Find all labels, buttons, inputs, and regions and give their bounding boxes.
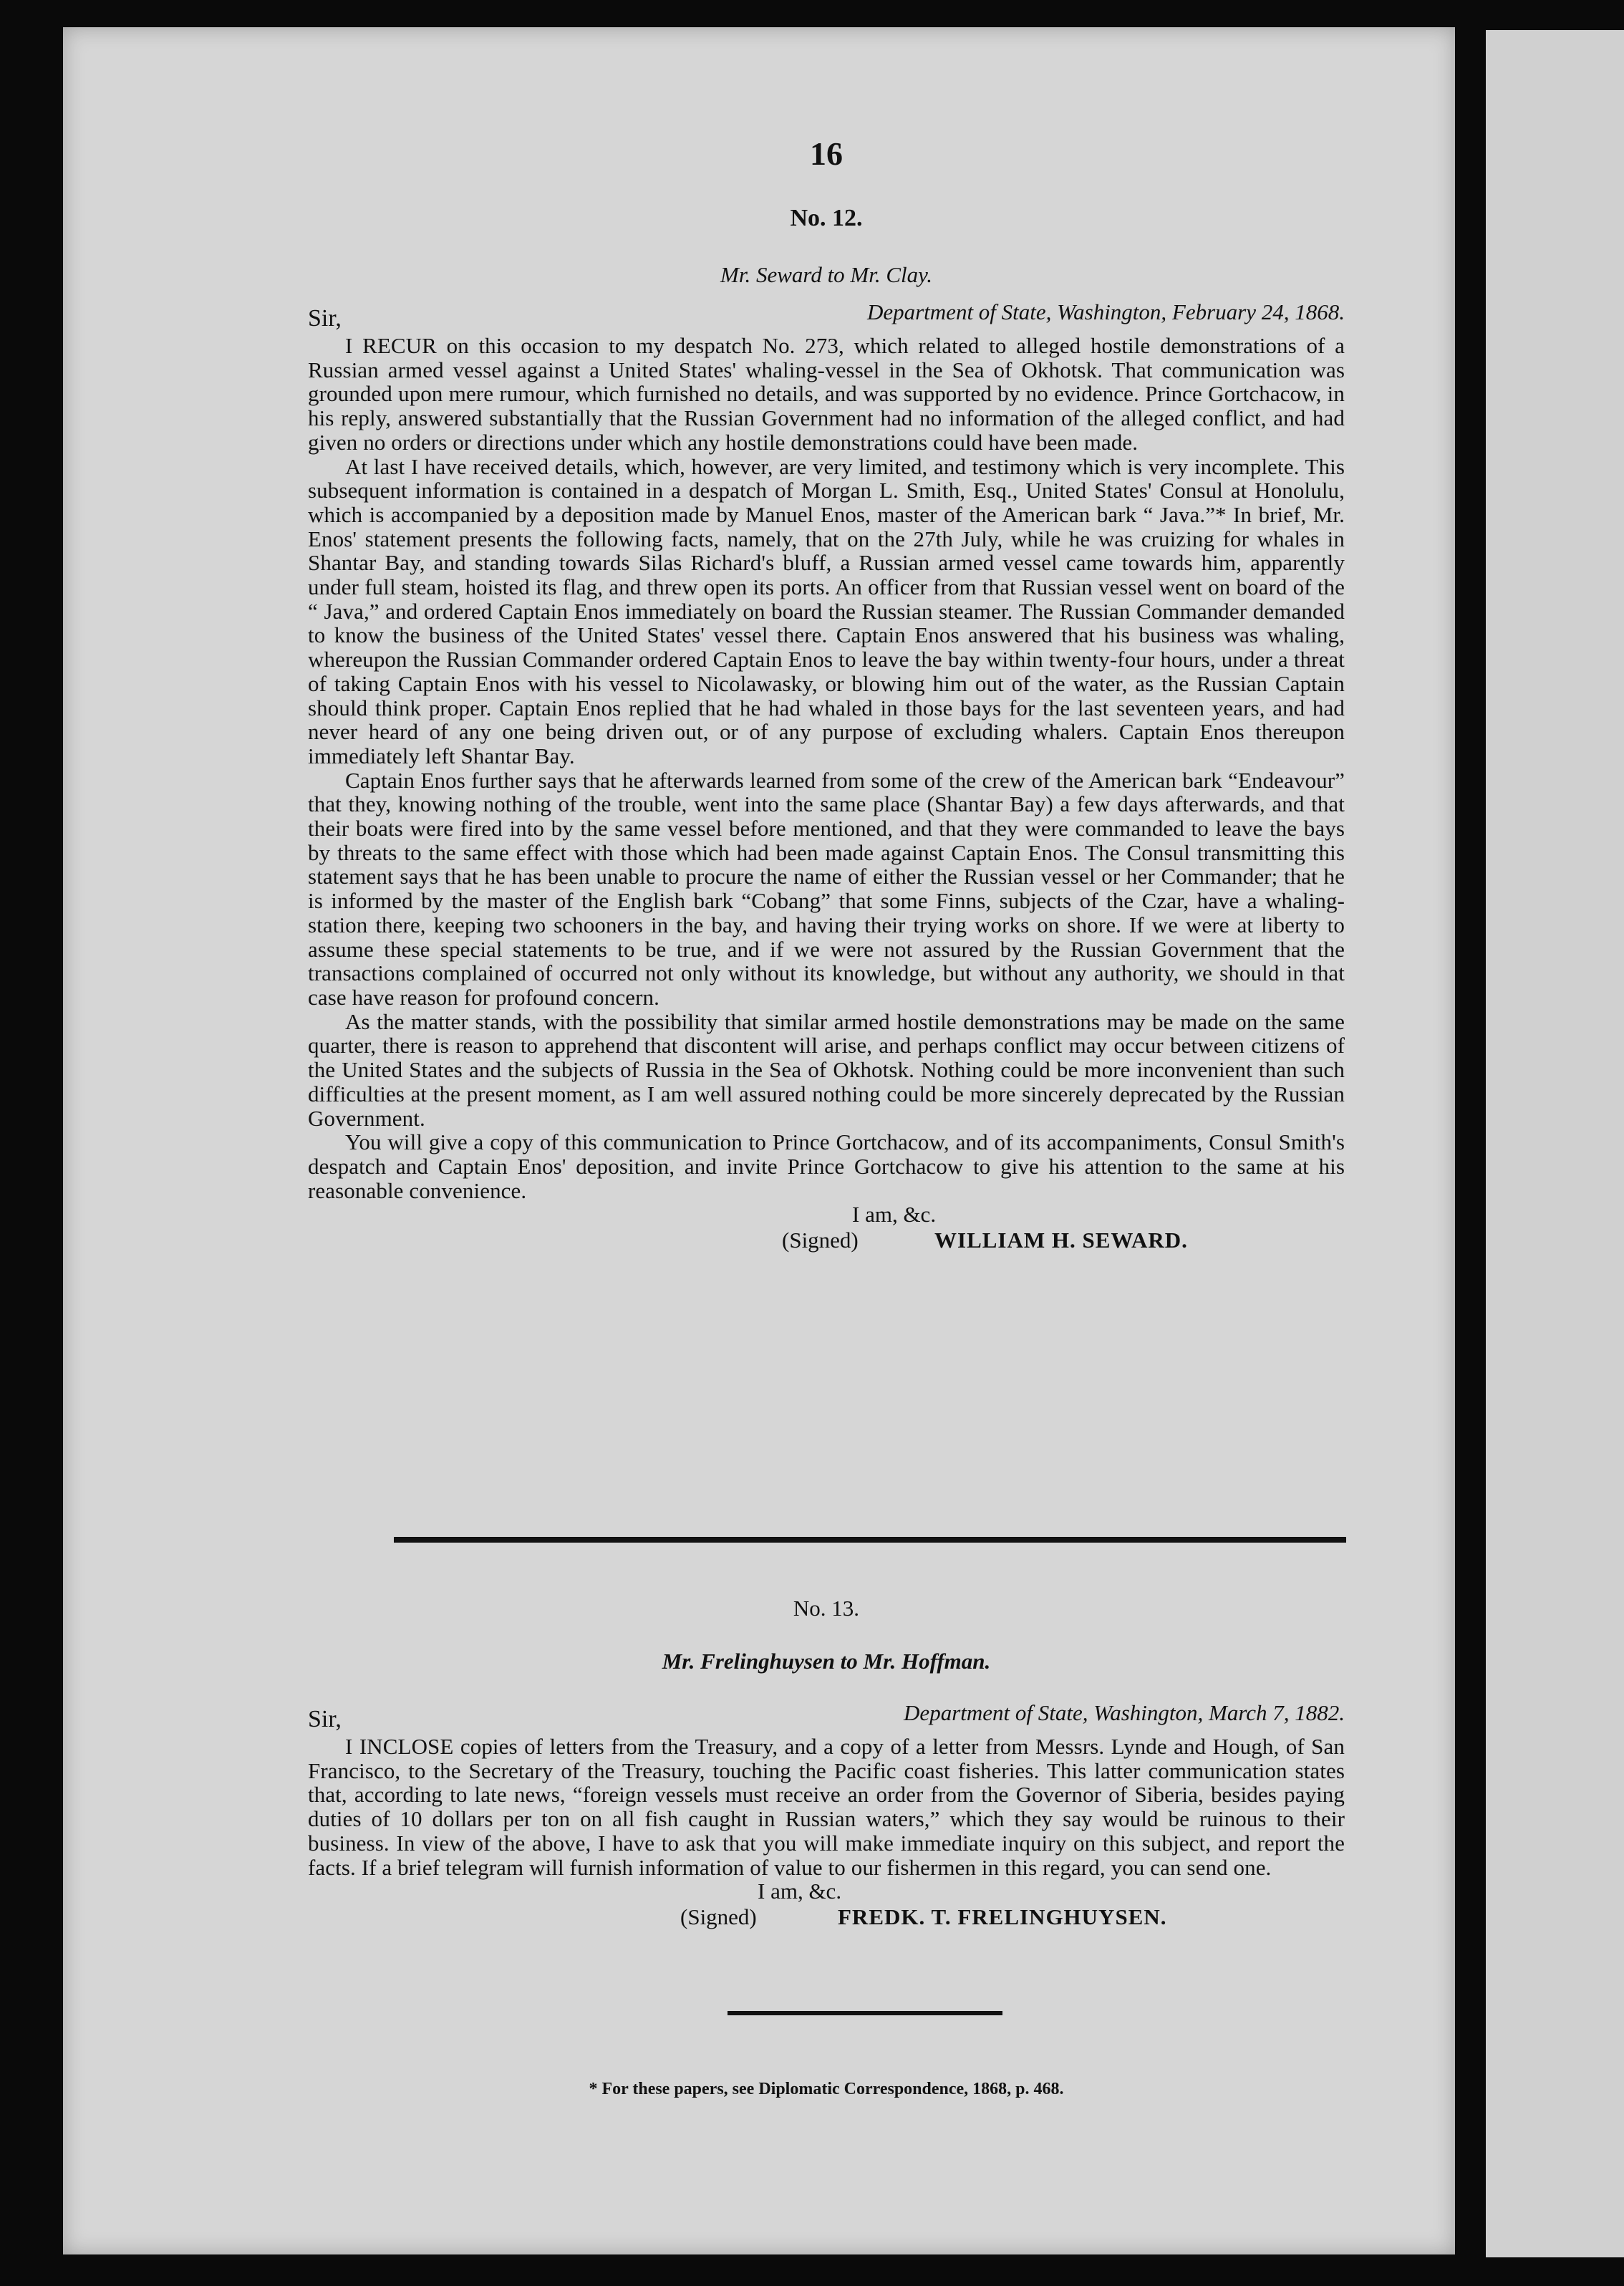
- paragraph: As the matter stands, with the possibility that similar armed hostile demonstrations may be made on the same quarter, there is reason to apprehend that discontent will arise, and perhaps conflict may occur between citizens of the United States and the subjects of Russia in the Sea of Okhotsk. Nothing could be more inconvenient than such difficulties at the present moment, as I am well assured nothing could be more sincerely deprecated by the Russian Government.: [308, 1008, 1345, 1131]
- section-divider: [394, 1537, 1346, 1543]
- letter-body: [308, 1735, 1345, 1879]
- closing: I am, &c.: [758, 1879, 842, 1904]
- paragraph: At last I have received details, which, however, are very limited, and testimony which is very incomplete. This subsequent information is contained in a despatch of Morgan L. Smith, Esq., United States' Consul at Honolulu, which is accompanied by a deposition made by Manuel Enos, master of the American bark “ Java.”* In brief, Mr. Enos' statement presents the following facts, namely, that on the 27th July, while he was cruizing for whales in Shantar Bay, and standing towards Silas Richard's bluff, a Russian armed vessel came towards him, apparently under full steam, hoisted its flag, and threw open its ports. An officer from that Russian vessel went on board of the “ Java,” and ordered Captain Enos immediately on board the Russian steamer. The Russian Commander demanded to know the business of the United States' vessel there. Captain Enos answered that his business was whaling, whereupon the Russian Commander ordered Captain Enos to leave the bay within twenty-four hours, under a threat of taking Captain Enos with his vessel to Nicolawasky, or blowing him out of the water, as the Russian Captain should think proper. Captain Enos replied that he had whaled in those bays for the last seventeen years, and had never heard of any one being driven out, or of any purpose of excluding whalers. Captain Enos thereupon immediately left Shantar Bay.: [308, 453, 1345, 768]
- dateline: Department of State, Washington, March 7, 1882.: [904, 1700, 1345, 1725]
- paragraph-text: copies of letters from the Treasury, and a copy of a letter from Messrs. Lynde and Hough, of San Francisco, to the Secretary of the Treasury, touching the Pacific coast fisheries. This latter communication states that, according to late news, “foreign vessels must receive an order from the Governor of Siberia, besides paying duties of 10 dollars per ton on all fish caught in Russian waters,” which they say would be ruinous to their business. In view of the above, I have to ask that you will make immediate inquiry on this subject, and report the facts. If a brief telegram will furnish information of value to our fishermen in this regard, you can send one.: [308, 1734, 1345, 1880]
- letter-number: No. 12.: [790, 205, 863, 231]
- end-divider: [728, 2011, 1002, 2015]
- signed-label: (Signed): [680, 1904, 757, 1930]
- footnote: * For these papers, see Diplomatic Correspondence, 1868, p. 468.: [589, 2080, 1064, 2098]
- paragraph-text: on this occasion to my despatch No. 273, which related to alleged hostile demonstrations of a Russian armed vessel against a United States' whaling-vessel in the Sea of Okhotsk. That communication was grounded upon mere rumour, which furnished no details, and was supported by no evidence. Prince Gortchacow, in his reply, answered substantially that the Russian Government had no information of the alleged conflict, and had given no orders or directions under which any hostile demonstrations could have been made.: [308, 333, 1345, 455]
- paragraph-lead: I RECUR: [345, 333, 437, 358]
- salutation: Sir,: [308, 1706, 342, 1732]
- letter-body: [308, 334, 1345, 1202]
- adjacent-page-edge: [1486, 30, 1624, 2257]
- signed-label: (Signed): [782, 1228, 859, 1253]
- paragraph: You will give a copy of this communication to Prince Gortchacow, and of its accompaniments, Consul Smith's despatch and Captain Enos' deposition, and invite Prince Gortchacow to give his attention to the same at his reasonable convenience.: [308, 1129, 1345, 1203]
- closing-block: [308, 1202, 1345, 1260]
- salutation-line: [308, 1700, 1345, 1735]
- letter-heading: Mr. Frelinghuysen to Mr. Hoffman.: [662, 1649, 991, 1674]
- salutation: Sir,: [308, 305, 342, 332]
- signature: FREDK. T. FRELINGHUYSEN.: [838, 1904, 1167, 1930]
- salutation-line: [308, 299, 1345, 334]
- dateline: Department of State, Washington, February 24, 1868.: [866, 299, 1345, 324]
- page-number: 16: [810, 135, 843, 172]
- signature: WILLIAM H. SEWARD.: [934, 1228, 1188, 1253]
- document-page: [63, 27, 1455, 2254]
- paragraph: [308, 334, 1345, 455]
- closing: I am, &c.: [852, 1202, 937, 1228]
- letter-number: No. 13.: [793, 1596, 860, 1621]
- letter-no-13: [308, 1596, 1345, 1937]
- paragraph: Captain Enos further says that he afterwards learned from some of the crew of the American bark “Endeavour” that they, knowing nothing of the trouble, went into the same place (Shantar Bay) a few days afterwards, and that their boats were fired into by the same vessel before mentioned, and that they were commanded to leave the bays by threats to the same effect with those which had been made against Captain Enos. The Consul transmitting this statement says that he has been unable to procure the name of either the Russian vessel or her Commander; that he is informed by the master of the English bark “Cobang” that some Finns, subjects of the Czar, have a whaling-station there, keeping two schooners in the bay, and having their trying works on shore. If we were at liberty to assume these special statements to be true, and if we were not assured by the Russian Government that the transactions complained of occurred not only without its knowledge, but without any authority, we should in that case have reason for profound concern.: [308, 767, 1345, 1010]
- letter-heading: Mr. Seward to Mr. Clay.: [720, 262, 932, 287]
- letter-no-12: [308, 205, 1345, 1260]
- paragraph: [308, 1735, 1345, 1879]
- paragraph-lead: I INCLOSE: [345, 1734, 454, 1759]
- closing-block: [308, 1879, 1345, 1937]
